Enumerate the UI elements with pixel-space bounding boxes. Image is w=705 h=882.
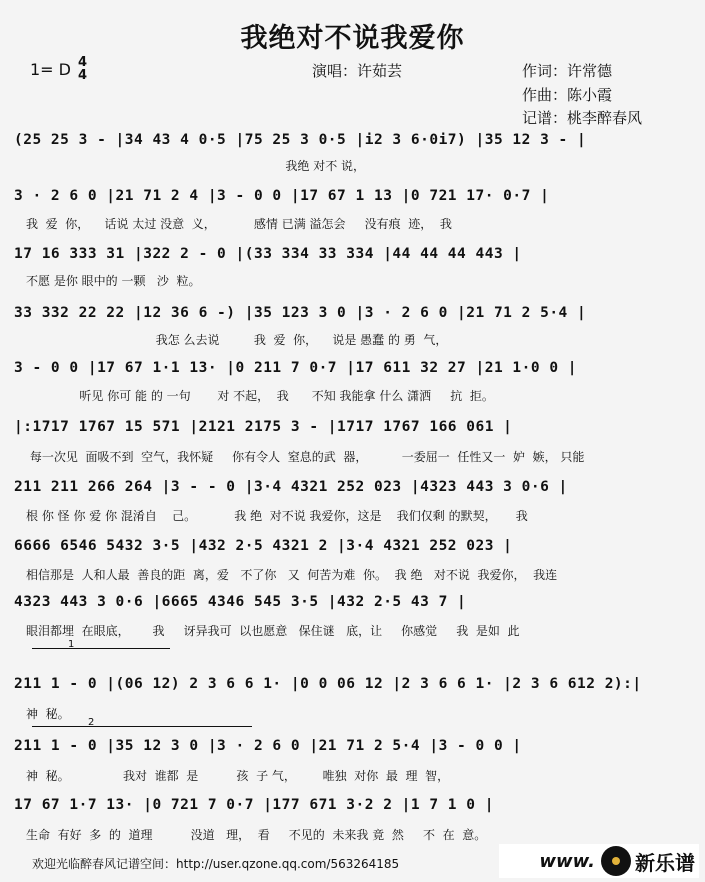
footer-url-link[interactable]: http://user.qzone.qq.com/563264185 [176,857,400,871]
lyric-line-11: 神 秘。 我对 谁都 是 孩 子 气， 唯独 对你 最 理 智， [26,769,450,783]
volta-label-2: 2 [88,717,95,728]
volta-label-1: 1 [68,639,75,650]
time-signature-top: 4 [78,55,88,70]
logo-text: 新乐谱 [635,850,695,875]
notation-line-11: 211 1 - 0 |35 12 3 0 |3 · 2 6 0 |21 71 2 5·4 |3 - 0 0 | [14,738,522,754]
record-disc-icon [601,846,631,876]
notation-line-9: 4323 443 3 0·6 |6665 4346 545 3·5 |432 2·5 43 7 | [14,594,467,610]
lyric-line-9: 眼泪都埋 在眼底， 我 讶异我可 以也愿意 保住谜 底，让 你感觉 我 是如 此 [26,624,520,638]
lyric-line-3: 不愿 是你 眼中的 一颗 沙 粒。 [26,274,201,288]
notation-line-2: 3 · 2 6 0 |21 71 2 4 |3 - 0 0 |17 67 1 13 |0 721 17· 0·7 | [14,188,550,204]
time-signature-bottom: 4 [78,68,88,83]
notation-line-7: 211 211 266 264 |3 - - 0 |3·4 4321 252 023 |4323 443 3 0·6 | [14,479,568,495]
lyric-line-5: 听见 你可 能 的 一句 对 不起， 我 不知 我能拿 什么 潇洒 抗 拒。 [26,389,494,403]
lyric-line-7: 根 你 怪 你 爱 你 混淆自 己。 我 绝 对不说 我爱你，这是 我们仅剩 的默契， 我 [26,509,528,523]
footer [32,855,399,872]
notation-line-3: 17 16 333 31 |322 2 - 0 |(33 334 33 334 |44 44 44 443 | [14,246,522,262]
notation-line-4: 33 332 22 22 |12 36 6 -) |35 123 3 0 |3 · 2 6 0 |21 71 2 5·4 | [14,305,587,321]
volta-bracket-2 [32,717,252,728]
song-title: 我绝对不说我爱你 [240,23,465,54]
lyric-line-1: 我绝 对不 说， [26,159,366,173]
lyric-line-2: 我 爱 你， 话说 太过 没意 义， 感情 已满 溢怎会 没有痕 迹， 我 [26,217,452,231]
lyric-line-8: 相信那是 人和人最 善良的距 离，爱 不了你 又 何苦为难 你。 我 绝 对不说 我爱你， 我连 [26,568,558,582]
notation-line-10: 211 1 - 0 |(06 12) 2 3 6 6 1· |0 0 06 12 |2 3 6 6 1· |2 3 6 612 2):| [14,676,642,692]
notation-line-6: |:1717 1767 15 571 |2121 2175 3 - |1717 1767 166 061 | [14,419,513,435]
notation-line-5: 3 - 0 0 |17 67 1·1 13· |0 211 7 0·7 |17 611 32 27 |21 1·0 0 | [14,360,578,376]
footer-text: 欢迎光临醉春风记谱空间： [32,857,177,871]
notation-line-8: 6666 6546 5432 3·5 |432 2·5 4321 2 |3·4 4321 252 023 | [14,538,513,554]
composer-credit: 作曲：陈小霞 [522,86,613,104]
lyric-line-4: 我怎 么去说 我 爱 你， 说是 愚蠢 的 勇 气， [26,333,448,347]
lyric-line-10: 神 秘。 [26,707,70,721]
notation-line-12: 17 67 1·7 13· |0 721 7 0·7 |177 671 3·2 2 |1 7 1 0 | [14,797,494,813]
logo-www: www. [539,850,595,872]
volta-bracket-1 [32,639,170,650]
site-logo[interactable] [499,844,699,878]
lyric-line-6: 每一次见 面吸不到 空气，我怀疑 你有令人 窒息的武 器， 一委屈一 任性又一 妒 嫉， 只能 [26,450,585,464]
notation-line-1: (25 25 3 - |34 43 4 0·5 |75 25 3 0·5 |i2 3 6·0i7) |35 12 3 - | [14,132,587,148]
lyric-line-12: 生命 有好 多 的 道理 没道 理， 看 不见的 未来我 竟 然 不 在 意。 [26,828,487,842]
time-signature [78,56,87,82]
lyricist-credit: 作词：许常德 [522,62,613,80]
singer-credit: 演唱：许茹芸 [312,62,403,80]
transcriber-credit: 记谱：桃李醉春风 [522,109,643,127]
key-signature: 1= D [30,60,71,79]
